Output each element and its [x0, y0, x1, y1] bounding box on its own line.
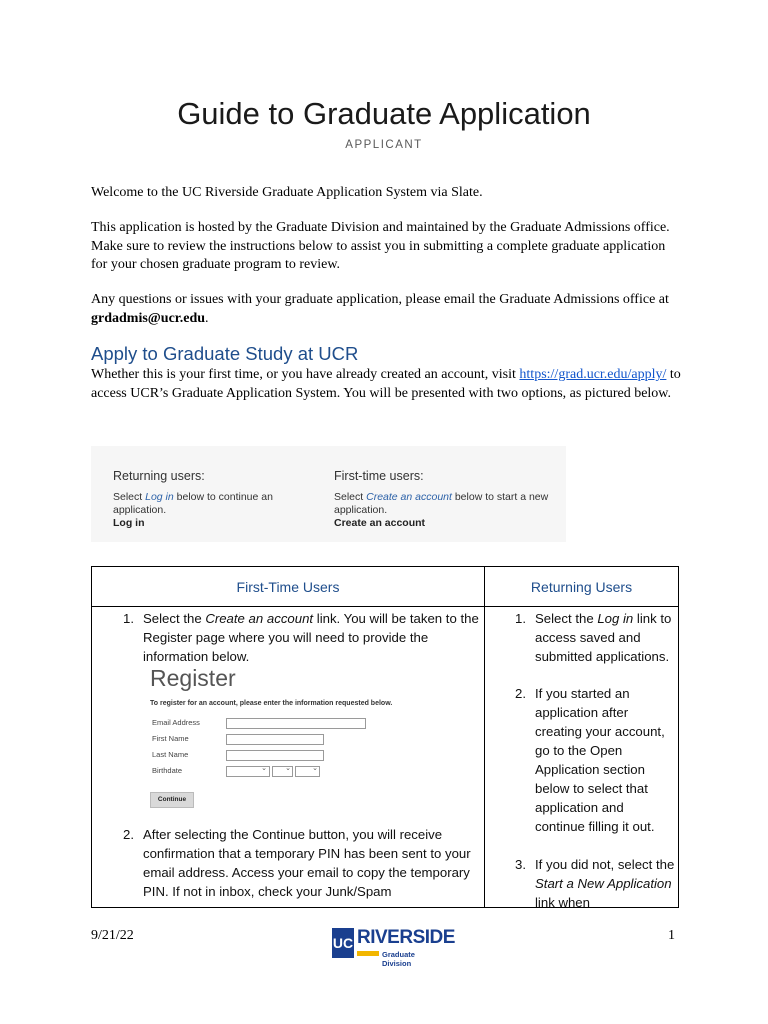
create-account-action: Create an account	[334, 517, 426, 529]
first-time-users-header: First-Time Users	[92, 567, 485, 607]
birthdate-label: Birthdate	[152, 766, 183, 775]
document-title: Guide to Graduate Application	[177, 96, 591, 131]
document-subtitle: APPLICANT	[345, 139, 423, 151]
hosted-paragraph: This application is hosted by the Graduate Division and maintained by the Graduate Admissions office. Make sure to review the instructions below to assist you in submitting a complete graduate application for your chosen graduate program to review.	[91, 220, 670, 272]
returning-step-3: If you did not, select the Start a New Application link when	[535, 857, 675, 910]
continue-button: Continue	[150, 792, 194, 808]
first-name-label: First Name	[152, 734, 189, 743]
returning-users-header: Returning Users	[485, 567, 679, 607]
birth-month-select	[226, 766, 270, 777]
logo-gold-bar	[357, 951, 379, 956]
birth-day-select	[272, 766, 293, 777]
apply-paragraph	[91, 366, 681, 403]
first-time-users-cell	[92, 607, 485, 908]
logo-subtitle: Graduate Division	[382, 950, 415, 968]
step-number: 1.	[123, 611, 134, 626]
returning-step-2: If you started an application after creating your account, go to the Open Application section below to select that application and continue filling it out.	[535, 686, 665, 834]
first-name-field	[226, 734, 324, 745]
log-in-link-text: Log in	[597, 611, 634, 626]
questions-period: .	[205, 310, 209, 326]
returning-users-option	[113, 470, 323, 530]
email-label: Email Address	[152, 718, 200, 727]
ucr-graduate-division-logo	[332, 925, 455, 968]
start-new-application-link-text: Start a New Application	[535, 876, 672, 891]
contact-email[interactable]: grdadmis@ucr.edu	[91, 310, 206, 326]
step-number: 1.	[515, 611, 526, 626]
logo-uc-mark: UC	[332, 928, 354, 958]
last-name-field	[226, 750, 324, 761]
chevron-down-icon: ⌄	[261, 765, 267, 772]
chevron-down-icon: ⌄	[312, 765, 318, 772]
apply-text-before: Whether this is your first time, or you have already created an account, visit	[91, 367, 520, 382]
create-account-link-text: Create an account	[205, 611, 314, 626]
welcome-paragraph: Welcome to the UC Riverside Graduate Application System via Slate.	[91, 185, 483, 200]
page-number: 1	[668, 928, 675, 943]
step-number: 3.	[515, 857, 526, 872]
returning-users-cell	[485, 607, 679, 908]
section-heading: Apply to Graduate Study at UCR	[91, 343, 359, 364]
returning-inline-link: Log in	[145, 491, 174, 503]
apply-link[interactable]: https://grad.ucr.edu/apply/	[519, 367, 667, 382]
login-action: Log in	[113, 517, 145, 529]
instructions-table	[91, 566, 679, 908]
last-name-label: Last Name	[152, 750, 189, 759]
register-subtitle: To register for an account, please enter the information requested below.	[150, 700, 393, 707]
first-time-inline-link: Create an account	[366, 491, 452, 503]
first-time-step-2: After selecting the Continue button, you will receive confirmation that a temporary PIN has been sent to your email address. Access your email to copy the temporary PIN. If not in inbox, check your Junk/Spam	[143, 827, 471, 899]
returning-step-1: Select the Log in link to access saved and submitted applications.	[535, 611, 672, 664]
first-time-users-heading: First-time users:	[334, 469, 424, 483]
questions-text: Any questions or issues with your graduate application, please email the Graduate Admissions office at	[91, 292, 669, 307]
register-title: Register	[150, 665, 236, 691]
first-time-step-1: Select the Create an account link. You will be taken to the Register page where you will need to provide the information below.	[143, 611, 479, 664]
returning-users-heading: Returning users:	[113, 469, 205, 483]
footer-date: 9/21/22	[91, 928, 134, 943]
apply-text-after: to access UCR’s Graduate Application System. You will be presented with two options, as pictured below.	[91, 367, 681, 401]
questions-paragraph	[91, 291, 681, 328]
returning-users-instruction: Select Log in below to continue an application.	[113, 491, 273, 516]
first-time-users-option	[334, 470, 549, 530]
chevron-down-icon: ⌄	[285, 765, 291, 772]
step-number: 2.	[515, 686, 526, 701]
birth-year-select	[295, 766, 320, 777]
email-field	[226, 718, 366, 729]
register-form-screenshot	[150, 665, 407, 811]
login-options-figure	[91, 446, 566, 542]
step-number: 2.	[123, 827, 134, 842]
logo-wordmark: RIVERSIDE	[357, 927, 455, 948]
first-time-users-instruction: Select Create an account below to start a new application.	[334, 491, 549, 516]
